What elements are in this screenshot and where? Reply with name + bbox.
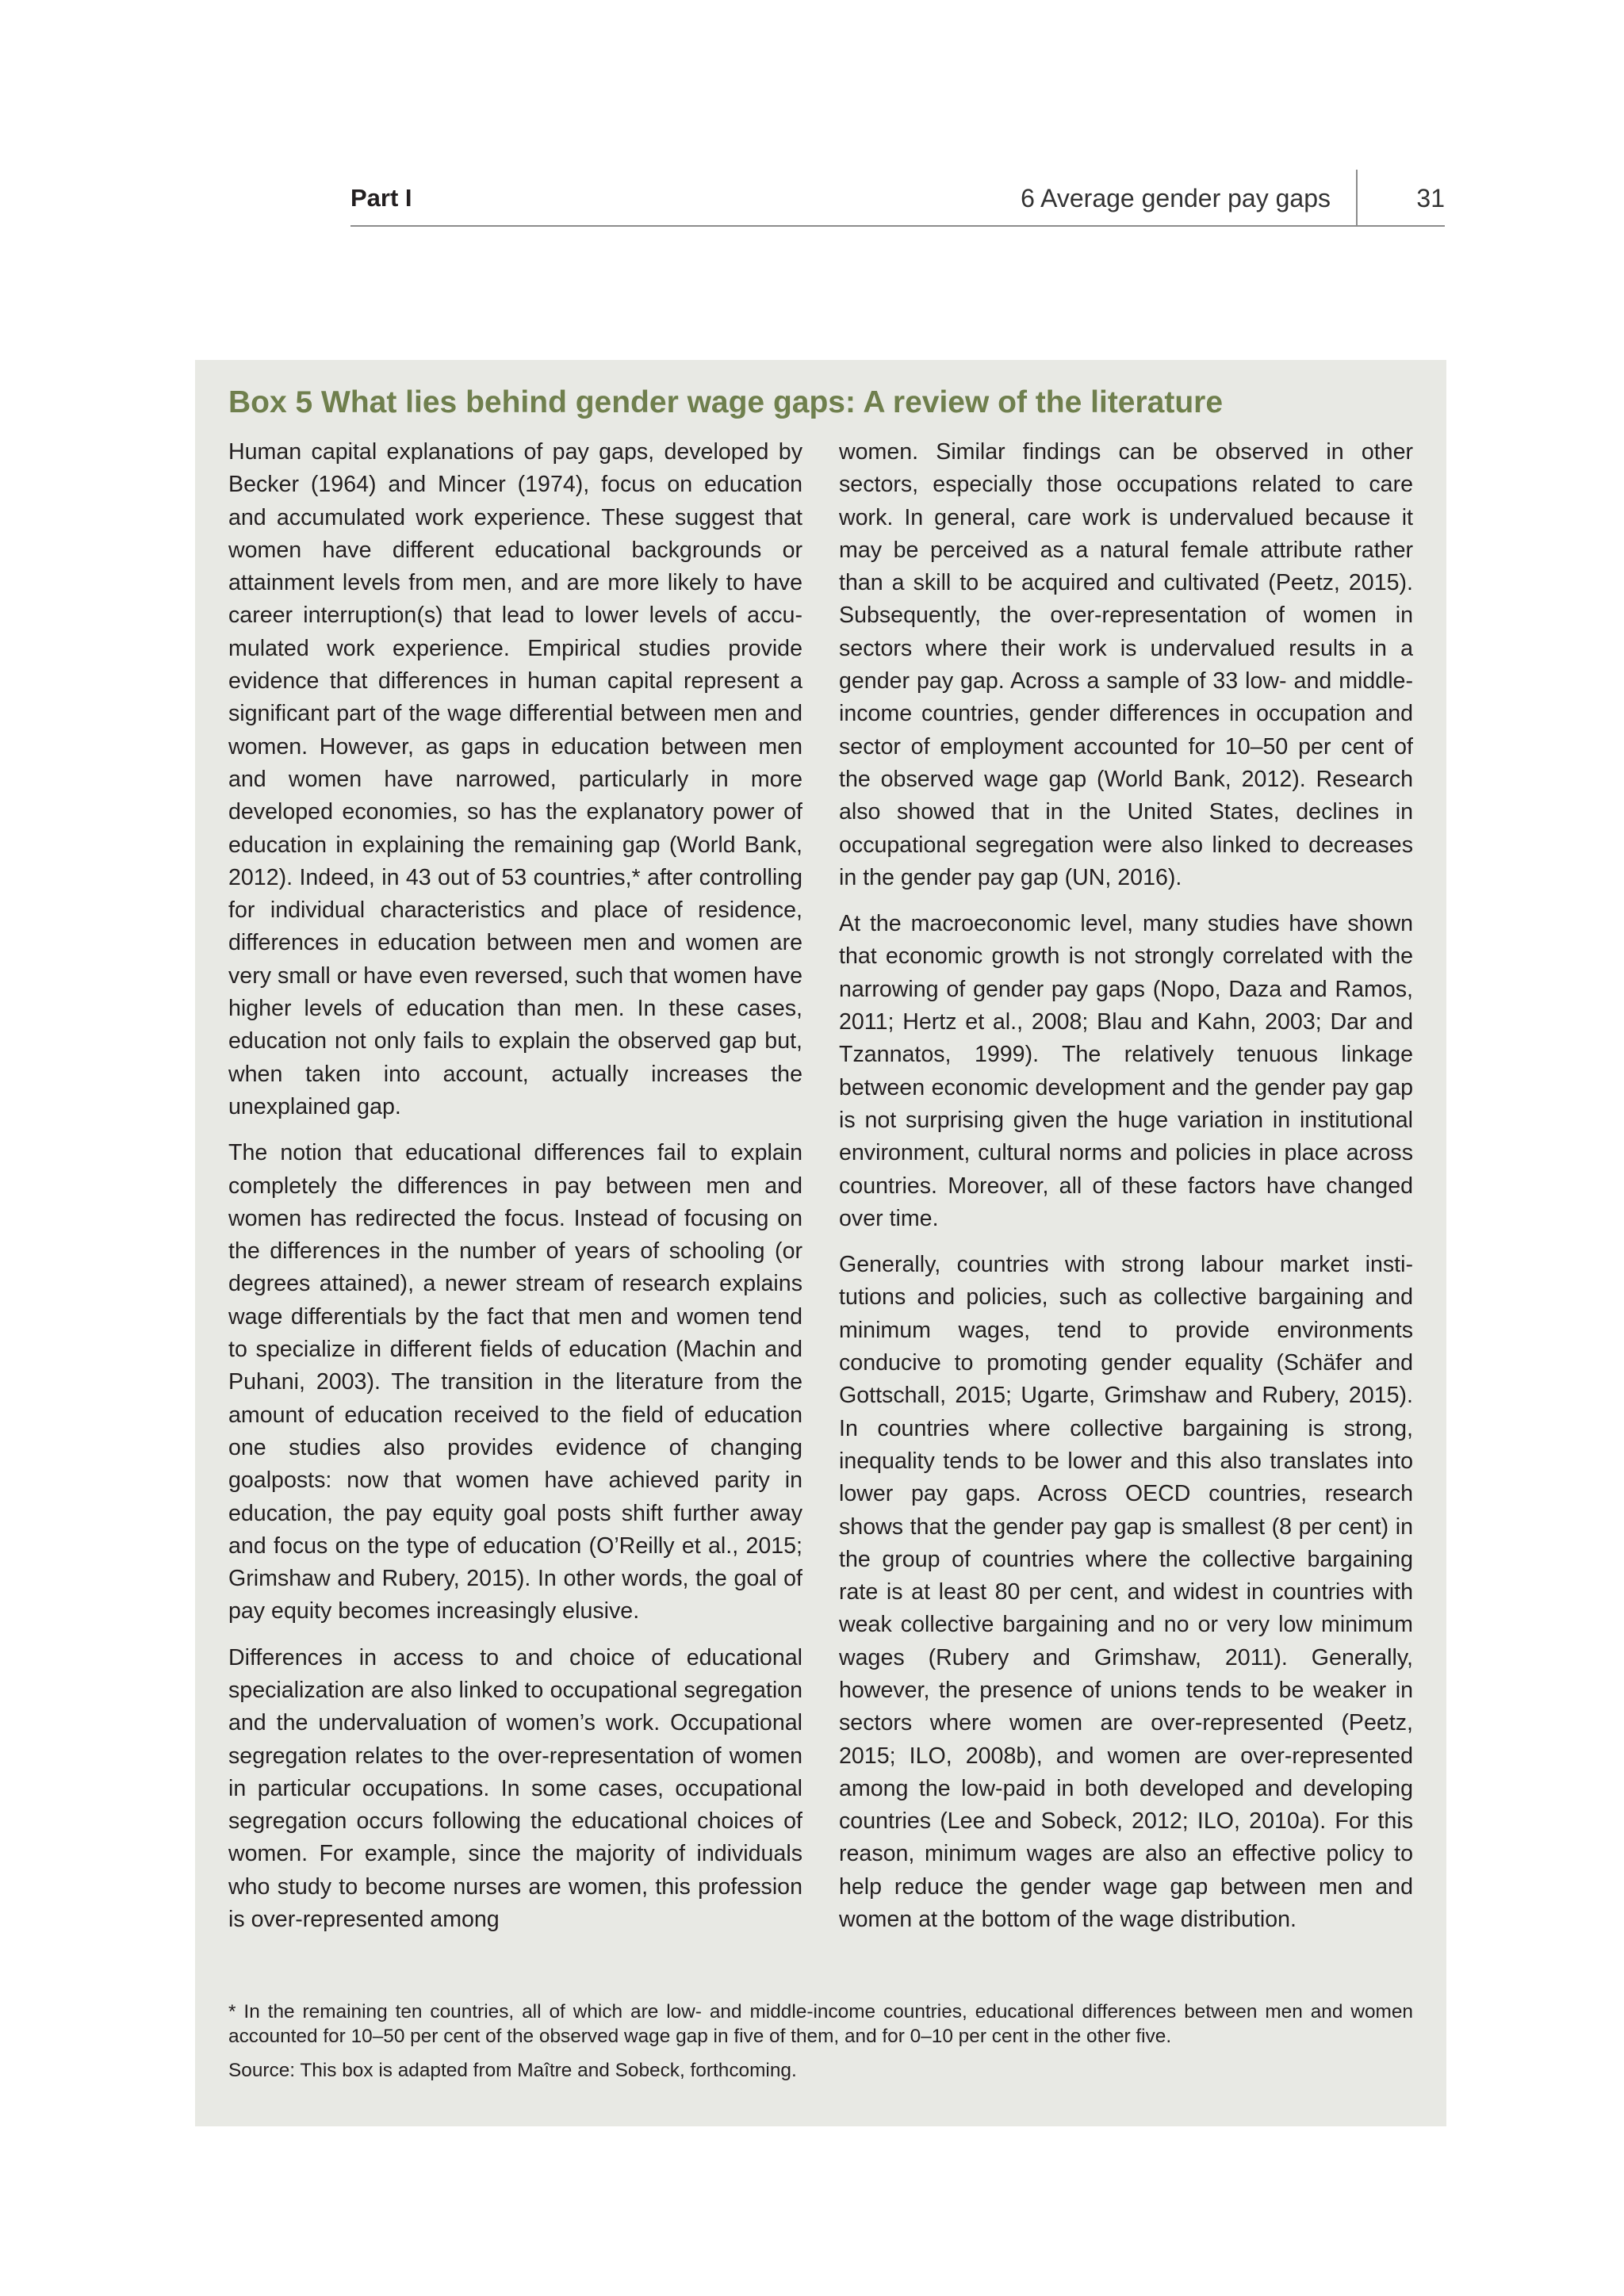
literature-review-box [195,360,1446,2126]
paragraph: women. Similar findings can be observed in other sectors, especially those occupations related to care work. In general, care work is undervalued because it may be perceived as a natural female attribute rather than a skill to be acquired and cultivated (Peetz, 2015). Subsequently, the over-representation of women in sectors where their work is undervalued results in a gender pay gap. Across a sample of 33 low- and middle-income countries, gender differences in occupation and sector of employment accounted for 10–50 per cent of the observed wage gap (World Bank, 2012). Research also showed that in the United States, declines in occupational segregation were also linked to decreases in the gender pay gap (UN, 2016). [839,439,1413,890]
source-note: Source: This box is adapted from Maître and Sobeck, forthcoming. [228,2060,797,2081]
header-divider [1356,170,1358,225]
right-column [839,436,1413,1950]
box-title: Box 5 What lies behind gender wage gaps: A review of the literature [228,385,1224,419]
paragraph: The notion that educational differences fail to explain completely the differences in pay between men and women has redirected the focus. Instead of focusing on the differences in the number of years of schooling (or degrees attained), a newer stream of research explains wage differentials by the fact that men and women tend to specialize in different fields of education (Machin and Puhani, 2003). The transition in the literature from the amount of education received to the field of education one studies also provides evidence of changing goalposts: now that women have achieved parity in education, the pay equity goal posts shift further away and focus on the type of education (O’Reilly et al., 2015; Grimshaw and Rubery, 2015). In other words, the goal of pay equity becomes increasingly elusive. [228,1140,802,1624]
chapter-title: 6 Average gender pay gaps [1021,184,1331,212]
footnote: * In the remaining ten countries, all of which are low- and middle-income countries, educational differences between men and women accounted for 10–50 per cent of the observed wage gap in five of them, and for 0–10 per cent in the other five. [228,2001,1413,2047]
paragraph: Human capital explanations of pay gaps, developed by Becker (1964) and Mincer (1974), focus on education and accumulated work experience. These suggest that women have different educational backgrounds or attainment levels from men, and are more likely to have career interruption(s) that lead to lower levels of accumulated work experience. Empirical studies provide evidence that differences in human capital represent a significant part of the wage differential between men and women. However, as gaps in education between men and women have narrowed, particularly in more developed economies, so has the explanatory power of education in explaining the remaining gap (World Bank, 2012). Indeed, in 43 out of 53 countries,* after controlling for individual characteristics and place of residence, differences in education between men and women are very small or have even reversed, such that women have higher levels of education than men. In these cases, education not only fails to explain the observed gap but, when taken into account, actually increases the unexplained gap. [228,439,802,1119]
paragraph: Differences in access to and choice of educational specialization are also linked to occupational segregation and the undervaluation of women’s work. Occupational segregation relates to the over-representation of women in particular occupations. In some cases, occupational segregation occurs following the educational choices of women. For example, since the majority of individuals who study to become nurses are women, this profession is over-represented among [228,1644,802,1933]
page-header [350,176,1445,227]
paragraph: Generally, countries with strong labour market institutions and policies, such as collective bargaining and minimum wages, tend to provide environments conducive to promoting gender equality (Schäfer and Gottschall, 2015; Ugarte, Grimshaw and Rubery, 2015). In countries where collective bargaining is strong, inequality tends to be lower and this also translates into lower pay gaps. Across OECD countries, research shows that the gender pay gap is smallest (8 per cent) in the group of countries where the collective bargaining rate is at least 80 per cent, and widest in countries with weak collective bargaining and no or very low minimum wages (Rubery and Grimshaw, 2011). Generally, however, the presence of unions tends to be weaker in sectors where women are over-represented (Peetz, 2015; ILO, 2008b), and women are over-represented among the low-paid in both developed and developing countries (Lee and Sobeck, 2012; ILO, 2010a). For this reason, minimum wages are also an effective policy to help reduce the gender wage gap between men and women at the bottom of the wage distribution. [839,1252,1413,1933]
left-column [228,436,802,1950]
paragraph: At the macroeconomic level, many studies have shown that economic growth is not strongly correlated with the narrowing of gender pay gaps (Nopo, Daza and Ramos, 2011; Hertz et al., 2008; Blau and Kahn, 2003; Dar and Tzannatos, 1999). The relatively tenuous linkage between economic development and the gender pay gap is not surprising given the huge variation in institutional environment, cultural norms and policies in place across countries. Moreover, all of these factors have changed over time. [839,911,1413,1231]
part-label: Part I [350,184,412,212]
page-number: 31 [1416,184,1445,212]
